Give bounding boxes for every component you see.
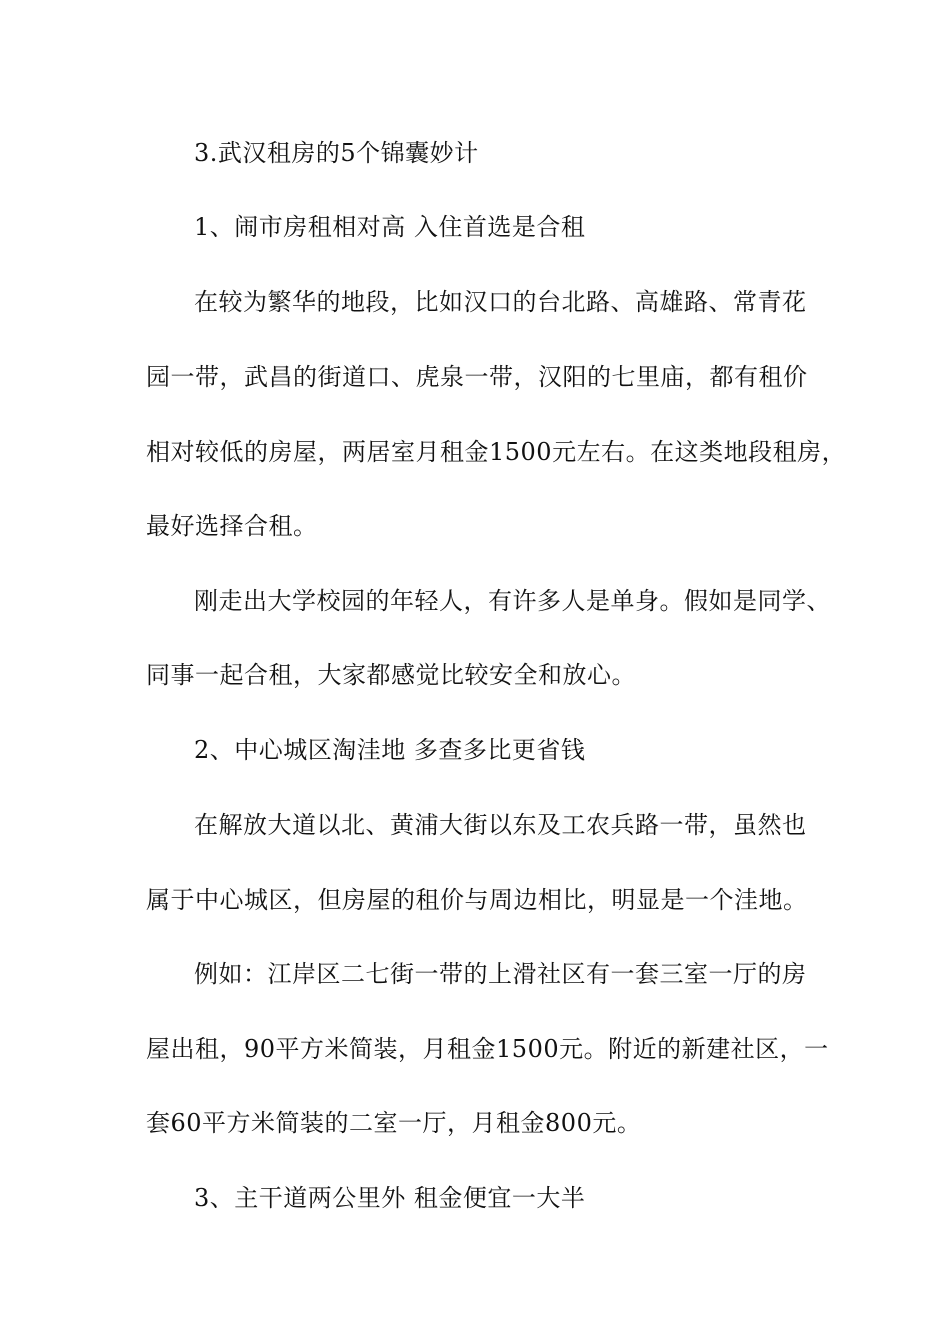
paragraph-line: 同事一起合租，大家都感觉比较安全和放心。	[146, 661, 636, 689]
paragraph-line: 刚走出大学校园的年轻人，有许多人是单身。假如是同学、	[194, 587, 831, 615]
section-heading-1: 1、闹市房租相对高 入住首选是合租	[194, 213, 586, 241]
paragraph-line: 最好选择合租。	[146, 512, 318, 540]
paragraph-line: 属于中心城区，但房屋的租价与周边相比，明显是一个洼地。	[146, 886, 808, 914]
paragraph-line: 在较为繁华的地段，比如汉口的台北路、高雄路、常青花	[194, 288, 807, 316]
document-title: 3.武汉租房的5个锦囊妙计	[194, 139, 479, 167]
paragraph-line: 屋出租，90平方米简装，月租金1500元。附近的新建社区，一	[146, 1035, 829, 1063]
paragraph-line: 园一带，武昌的街道口、虎泉一带，汉阳的七里庙，都有租价	[146, 363, 808, 391]
paragraph-line: 例如：江岸区二七街一带的上滑社区有一套三室一厅的房	[194, 960, 807, 988]
paragraph-line: 套60平方米简装的二室一厅，月租金800元。	[146, 1109, 642, 1137]
paragraph-line: 相对较低的房屋，两居室月租金1500元左右。在这类地段租房，	[146, 438, 847, 466]
section-heading-3: 3、主干道两公里外 租金便宜一大半	[194, 1184, 586, 1212]
section-heading-2: 2、中心城区淘洼地 多查多比更省钱	[194, 736, 586, 764]
paragraph-line: 在解放大道以北、黄浦大街以东及工农兵路一带，虽然也	[194, 811, 807, 839]
